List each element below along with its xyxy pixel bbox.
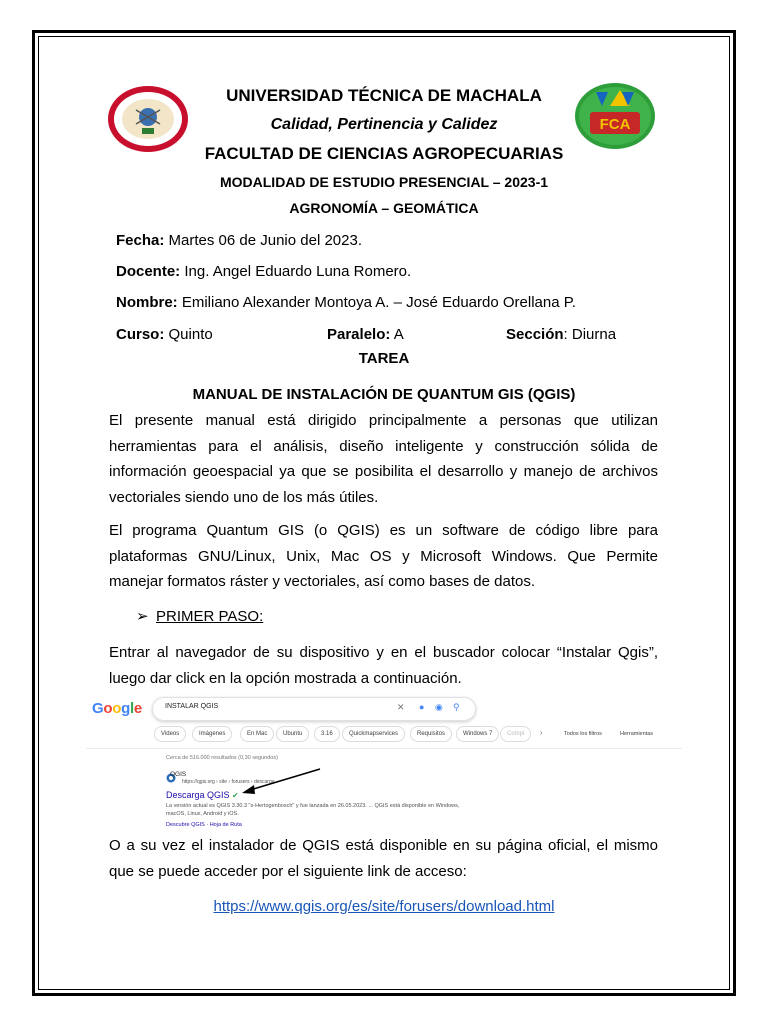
arrow-bullet-icon: ➢ (136, 608, 149, 625)
result-title-link[interactable] (166, 790, 239, 800)
task-heading: TAREA (358, 350, 410, 367)
tools-button[interactable]: Herramientas (620, 731, 654, 737)
date-value: Martes 06 de Junio del 2023. (164, 232, 362, 249)
verified-check-icon: ✔ (232, 791, 239, 800)
parallel-row (327, 326, 404, 343)
university-motto: Calidad, Pertinencia y Calidez (270, 116, 498, 133)
google-search-box[interactable] (152, 697, 476, 721)
results-divider (86, 748, 682, 749)
fca-logo-text: FCA (599, 116, 631, 133)
chip-quickmapservices[interactable]: Quickmapservices (342, 726, 405, 742)
teacher-value: Ing. Angel Eduardo Luna Romero. (180, 263, 412, 280)
chip-version[interactable]: 3.16 (314, 726, 340, 742)
teacher-row (116, 263, 411, 280)
subject-line: AGRONOMÍA – GEOMÁTICA (289, 200, 479, 216)
download-link[interactable]: https://www.qgis.org/es/site/forusers/download.html (213, 898, 555, 915)
parallel-value: A (390, 326, 404, 343)
chip-ubuntu[interactable]: Ubuntu (276, 726, 309, 742)
manual-title: MANUAL DE INSTALACIÓN DE QUANTUM GIS (QGIS) (192, 386, 576, 403)
first-step-item (136, 607, 263, 625)
results-count: Cerca de 516.000 resultados (0,30 segundos) (166, 755, 278, 761)
names-row (116, 294, 576, 311)
result-title-text: Descarga QGIS (166, 790, 230, 800)
step-instruction-paragraph: Entrar al navegador de su dispositivo y en el buscador colocar “Instalar Qgis”, luego dar click en la opción mostrada a continuación. (109, 644, 658, 687)
modality-line: MODALIDAD DE ESTUDIO PRESENCIAL – 2023-1 (219, 174, 549, 190)
chip-mac[interactable]: En Mac (240, 726, 274, 742)
chip-images[interactable]: Imágenes (192, 726, 232, 742)
result-url: https://qgis.org › site › forusers › descarga (182, 779, 275, 785)
chip-windows7[interactable]: Windows 7 (456, 726, 499, 742)
first-step-label: PRIMER PASO: (156, 608, 264, 625)
chips-next-icon[interactable]: › (540, 730, 543, 737)
date-label: Fecha: (116, 232, 165, 249)
search-icon[interactable]: ⚲ (453, 702, 460, 712)
google-logo: Google (92, 700, 142, 717)
pointer-arrow-icon (236, 766, 326, 796)
lens-icon[interactable]: ◉ (435, 702, 443, 712)
result-description: La versión actual es QGIS 3.30.3 "s-Hertogenbosch" y fue lanzada en 26.05.2023. ... QGIS está disponible en Windows, macOS, Linux, Android y iOS. (166, 803, 460, 817)
microphone-icon[interactable]: ● (419, 702, 425, 712)
all-filters-button[interactable]: Todos los filtros (564, 731, 602, 737)
teacher-label: Docente: (116, 263, 181, 280)
google-search-query: INSTALAR QGIS (165, 703, 219, 710)
section-row (506, 326, 616, 343)
google-search-screenshot (86, 688, 682, 836)
official-site-paragraph: O a su vez el instalador de QGIS está disponible en su página oficial, el mismo que se puede acceder por el siguiente link de acceso: (109, 837, 658, 880)
result-sublinks[interactable]: Descubre QGIS · Hoja de Ruta (166, 822, 242, 828)
clear-icon[interactable]: ✕ (397, 702, 405, 712)
course-value: Quinto (164, 326, 213, 343)
course-row (116, 326, 213, 343)
chip-requisitos[interactable]: Requisitos (410, 726, 452, 742)
parallel-label: Paralelo: (327, 326, 391, 343)
names-label: Nombre: (116, 294, 178, 311)
chip-compi[interactable]: Compi (500, 726, 531, 742)
section-value: : Diurna (563, 326, 617, 343)
course-label: Curso: (116, 326, 165, 343)
section-label: Sección (506, 326, 564, 343)
chip-videos[interactable]: Videos (154, 726, 186, 742)
date-row (116, 232, 362, 249)
faculty-title: FACULTAD DE CIENCIAS AGROPECUARIAS (204, 144, 564, 163)
result-site-name: QGIS (170, 771, 187, 778)
university-title: UNIVERSIDAD TÉCNICA DE MACHALA (226, 86, 542, 105)
names-value: Emiliano Alexander Montoya A. – José Eduardo Orellana P. (177, 294, 576, 311)
intro-paragraph: El presente manual está dirigido principalmente a personas que utilizan herramientas para el análisis, diseño inteligente y construcción sólida de información geoespacial ya que se posibilita el desarrollo y manejo de archivos vectoriales siendo uno de los más útiles. (109, 412, 658, 506)
qgis-description-paragraph: El programa Quantum GIS (o QGIS) es un software de código libre para plataformas GNU/Linux, Unix, Mac OS y Microsoft Windows. Que Permite manejar formatos ráster y vectoriales, así como bases de datos. (109, 522, 658, 590)
